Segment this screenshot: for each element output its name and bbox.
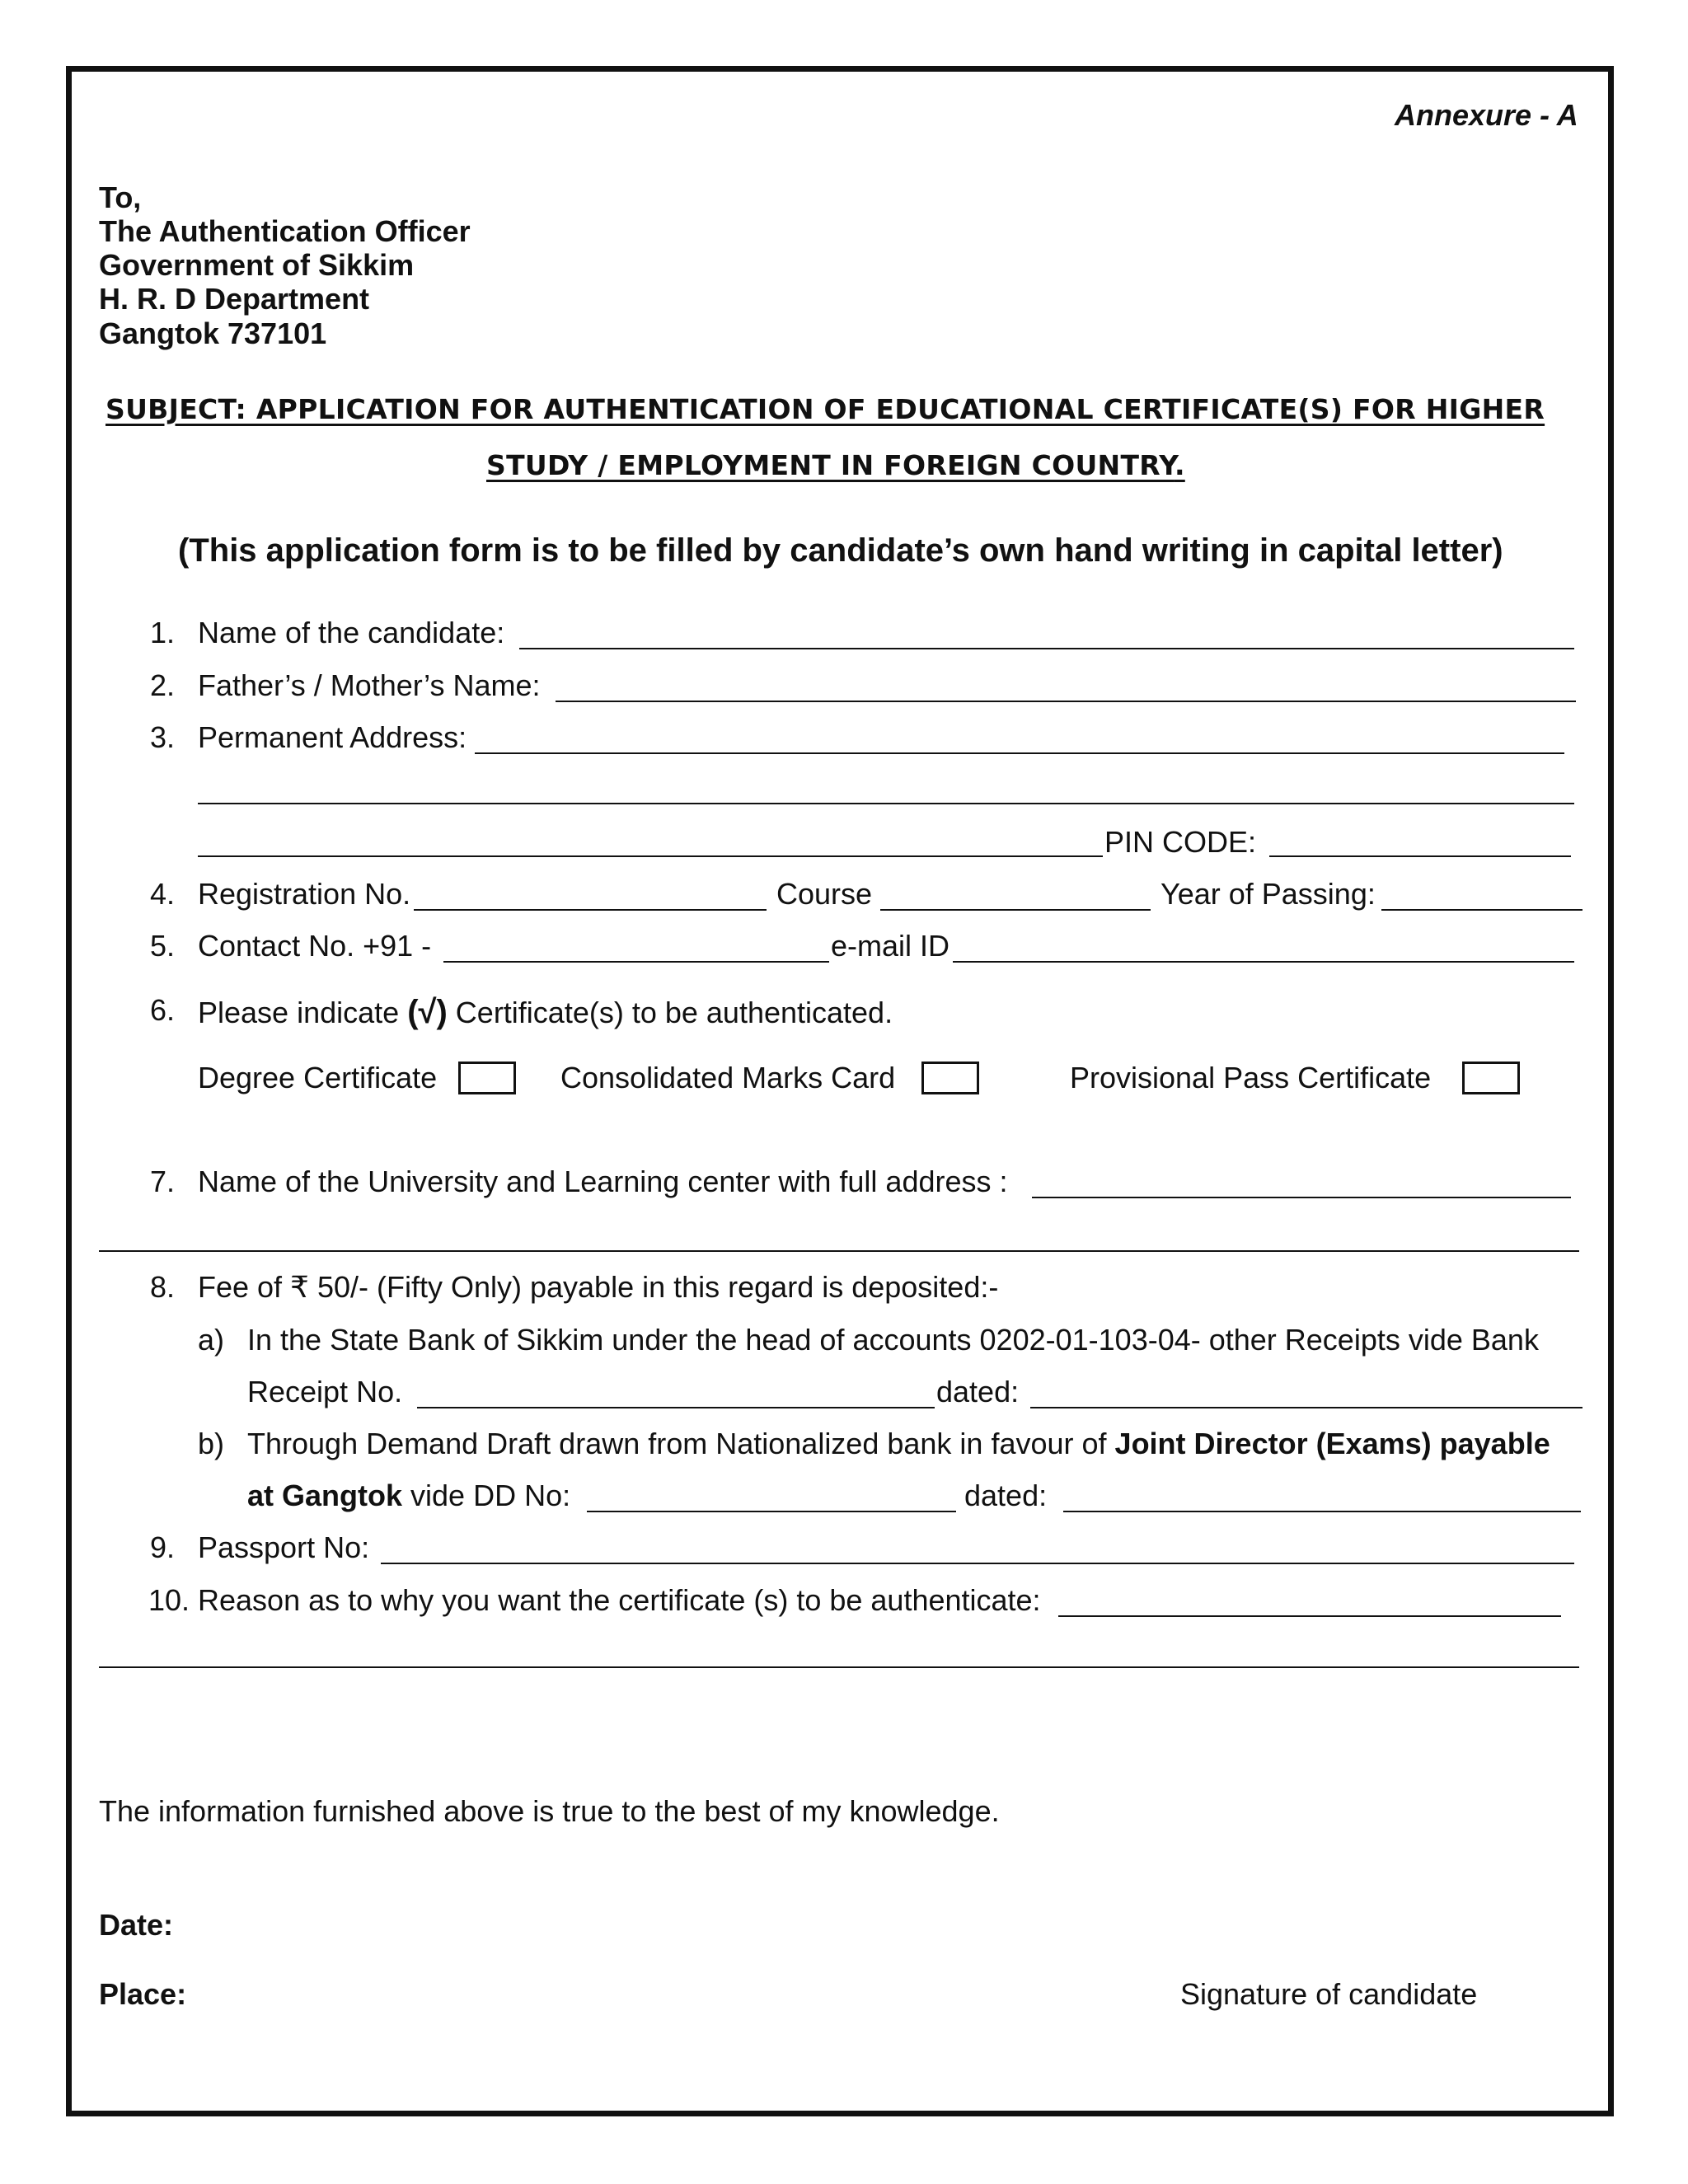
reason-field-line-1[interactable] [1058, 1615, 1561, 1617]
dd-date-field[interactable] [1063, 1511, 1581, 1512]
instruction-note: (This application form is to be filled by candidate’s own hand writing in capital letter) [178, 532, 1503, 569]
item-number: 5. [149, 929, 175, 963]
address-field-line-2[interactable] [198, 803, 1574, 804]
address-dept: H. R. D Department [99, 282, 370, 316]
tick-mark: (√) [407, 994, 448, 1030]
field-label-pin-code: PIN CODE: [1104, 825, 1257, 859]
declaration-text: The information furnished above is true to the best of my knowledge. [99, 1794, 1000, 1828]
address-city: Gangtok 737101 [99, 316, 327, 350]
field-label-parent-name: Father’s / Mother’s Name: [198, 668, 541, 702]
address-govt: Government of Sikkim [99, 248, 415, 282]
date-label: Date: [99, 1908, 174, 1942]
item-number: 2. [149, 668, 175, 702]
item-number: 6. [149, 993, 175, 1027]
field-label-registration-no: Registration No. [198, 877, 411, 911]
course-field[interactable] [880, 909, 1151, 911]
address-officer: The Authentication Officer [99, 214, 471, 248]
subject-line-2: STUDY / EMPLOYMENT IN FOREIGN COUNTRY. [486, 449, 1185, 481]
field-label-university: Name of the University and Learning center with full address : [198, 1165, 1008, 1198]
passport-no-field[interactable] [381, 1563, 1574, 1564]
field-label-course: Course [776, 877, 873, 911]
item-number: 8. [149, 1270, 175, 1304]
receipt-date-field[interactable] [1030, 1407, 1582, 1408]
receipt-no-field[interactable] [417, 1407, 935, 1408]
item-number: 9. [149, 1530, 175, 1564]
signature-label: Signature of candidate [1180, 1977, 1478, 2011]
item-number: 4. [149, 877, 175, 911]
field-label-permanent-address: Permanent Address: [198, 720, 467, 754]
field-label-certificates: Please indicate (√) Certificate(s) to be authenticated. [198, 994, 893, 1030]
option-b-text-cont: at Gangtok vide DD No: [247, 1479, 571, 1512]
university-field-line-2[interactable] [99, 1250, 1579, 1252]
field-label-contact-no: Contact No. +91 - [198, 929, 432, 963]
field-label-year-of-passing: Year of Passing: [1160, 877, 1376, 911]
marks-card-checkbox[interactable] [921, 1062, 979, 1094]
field-label-dd-date: dated: [964, 1479, 1048, 1512]
email-field[interactable] [953, 961, 1574, 963]
option-a-text: In the State Bank of Sikkim under the head of accounts 0202-01-103-04- other Receipts vide Bank [247, 1323, 1539, 1357]
registration-no-field[interactable] [414, 909, 767, 911]
item-number: 1. [149, 616, 175, 649]
provisional-certificate-checkbox[interactable] [1462, 1062, 1520, 1094]
option-a-marker: a) [198, 1323, 225, 1357]
subject-line-1: SUBJECT: APPLICATION FOR AUTHENTICATION OF EDUCATIONAL CERTIFICATE(S) FOR HIGHER [106, 393, 1545, 425]
field-label-reason: Reason as to why you want the certificate (s) to be authenticate: [198, 1583, 1041, 1617]
parent-name-field[interactable] [556, 701, 1576, 702]
item-number: 7. [149, 1165, 175, 1198]
place-label: Place: [99, 1977, 187, 2011]
option-b-marker: b) [198, 1427, 225, 1460]
field-label-receipt-no: Receipt No. [247, 1375, 403, 1408]
degree-certificate-checkbox[interactable] [458, 1062, 516, 1094]
cert-label-marks-card: Consolidated Marks Card [560, 1061, 896, 1094]
annexure-label: Annexure - A [1395, 98, 1578, 132]
item-number: 10. [148, 1583, 190, 1617]
cert-label-provisional: Provisional Pass Certificate [1070, 1061, 1432, 1094]
reason-field-line-2[interactable] [99, 1666, 1579, 1668]
university-field-line-1[interactable] [1032, 1197, 1571, 1198]
address-to: To, [99, 180, 142, 214]
item-number: 3. [149, 720, 175, 754]
field-label-email: e-mail ID [831, 929, 950, 963]
year-of-passing-field[interactable] [1381, 909, 1582, 911]
dd-no-field[interactable] [587, 1511, 956, 1512]
field-label-receipt-date: dated: [936, 1375, 1020, 1408]
cert-label-degree: Degree Certificate [198, 1061, 438, 1094]
address-field-line-1[interactable] [475, 752, 1564, 754]
address-field-line-3[interactable] [198, 855, 1103, 857]
pin-code-field[interactable] [1269, 855, 1571, 857]
candidate-name-field[interactable] [519, 648, 1574, 649]
fee-statement: Fee of ₹ 50/- (Fifty Only) payable in this regard is deposited:- [198, 1270, 999, 1304]
field-label-passport-no: Passport No: [198, 1530, 370, 1564]
contact-no-field[interactable] [443, 961, 829, 963]
field-label-candidate-name: Name of the candidate: [198, 616, 505, 649]
option-b-text: Through Demand Draft drawn from Nationalized bank in favour of Joint Director (Exams) payable [247, 1427, 1550, 1460]
